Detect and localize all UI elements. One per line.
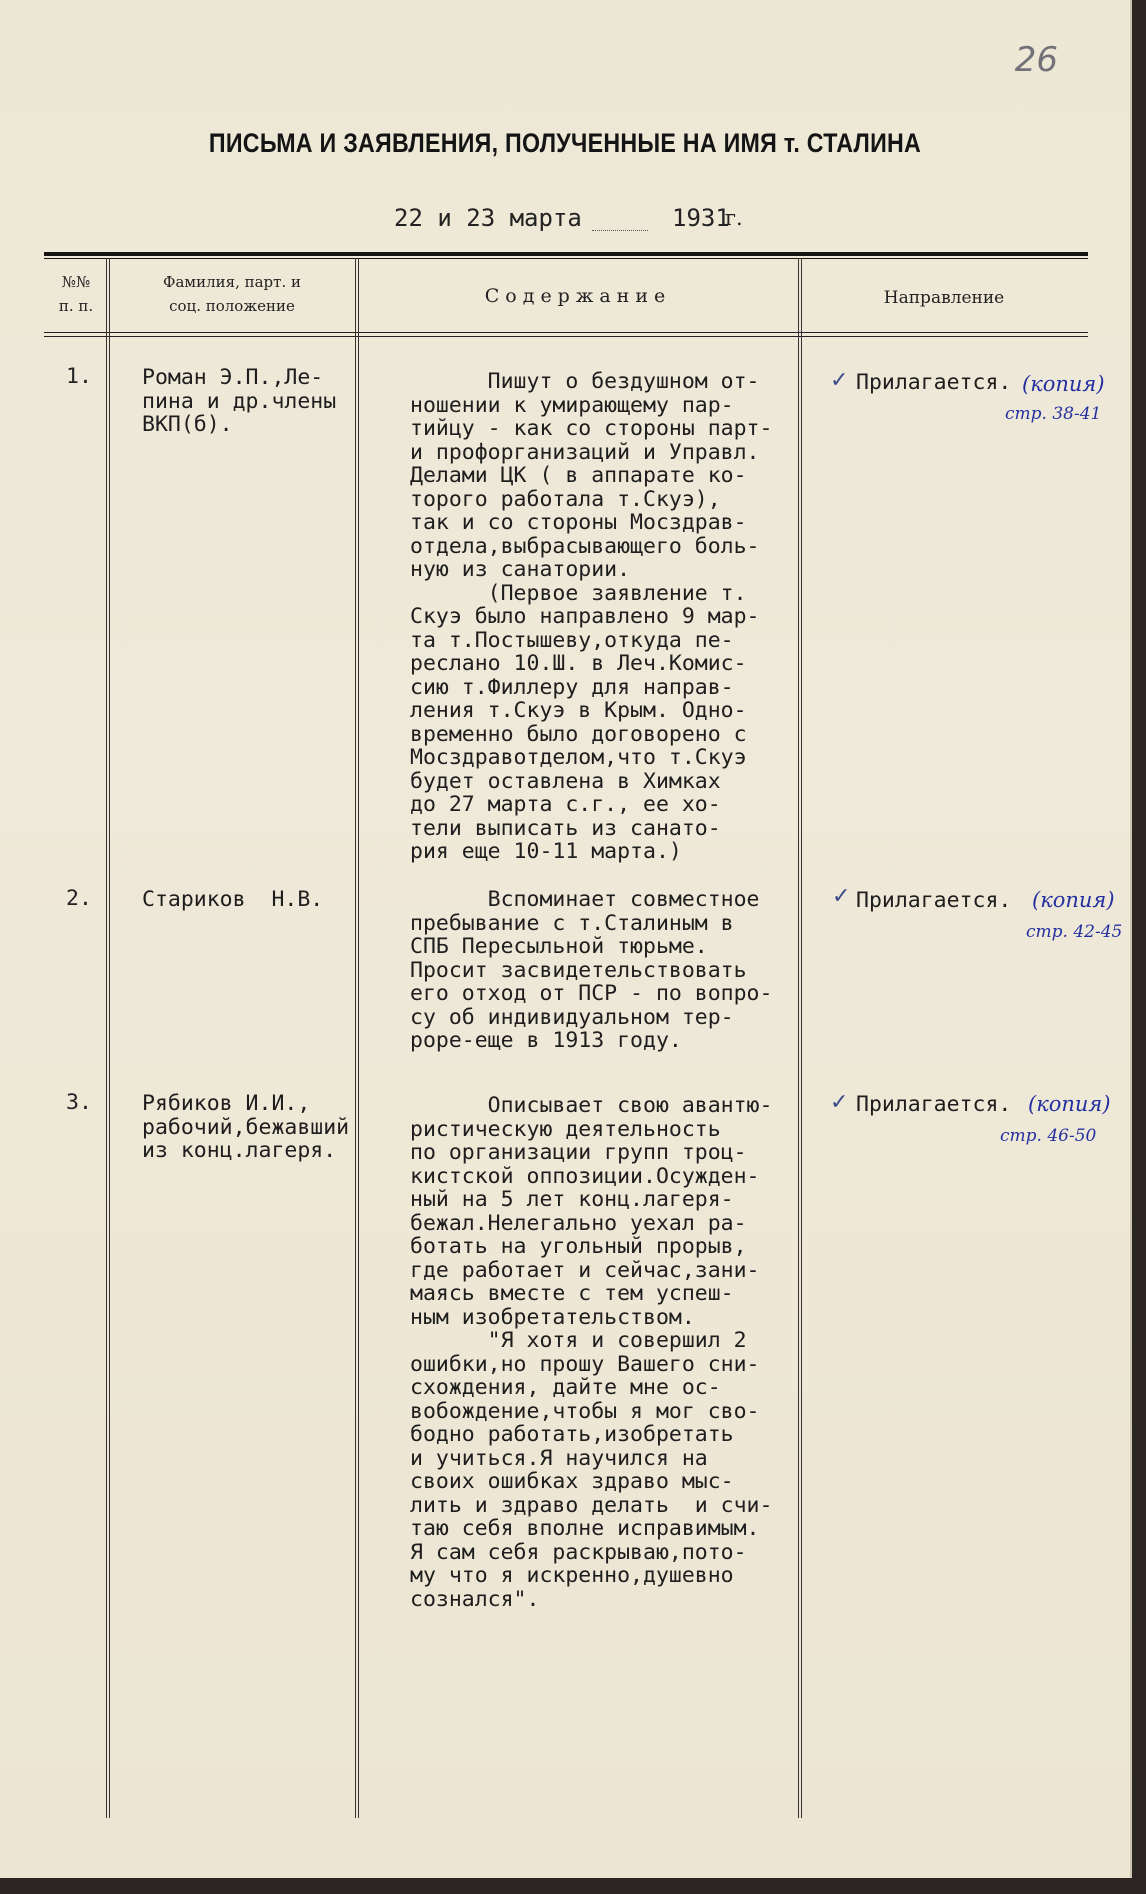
handwritten-copy-note: (копия) [1028, 1092, 1111, 1116]
document-title: ПИСЬМА И ЗАЯВЛЕНИЯ, ПОЛУЧЕННЫЕ НА ИМЯ т. СТАЛИНА [208, 128, 922, 158]
header-direction: Направление [883, 288, 1005, 308]
entry-direction: Прилагается. [856, 888, 1012, 913]
entry-name: Рябиков И.И., рабочий,бежавший из конц.лагеря. [142, 1091, 350, 1163]
handwritten-pages-note: стр. 42-45 [1026, 922, 1123, 942]
entry-number: 1. [66, 364, 92, 389]
header-bottom-rule [44, 332, 1088, 333]
checkmark-icon: ✓ [832, 884, 851, 909]
header-content: Содержание [484, 285, 672, 307]
handwritten-copy-note: (копия) [1032, 888, 1115, 912]
checkmark-icon: ✓ [830, 368, 849, 393]
column-divider-2 [355, 258, 359, 1818]
entry-direction: Прилагается. [856, 1092, 1012, 1117]
column-divider-1 [106, 258, 110, 1818]
header-number: №№ п. п. [58, 273, 94, 315]
date-dotted-line [592, 230, 648, 231]
date-suffix: г. [725, 206, 743, 230]
handwritten-pages-note: стр. 38-41 [1005, 404, 1102, 424]
entry-name: Роман Э.П.,Ле- пина и др.члены ВКП(б). [142, 365, 337, 437]
handwritten-copy-note: (копия) [1022, 372, 1105, 396]
header-bottom-rule-2 [44, 336, 1088, 337]
entry-content: Вспоминает совместное пребывание с т.Сталиным в СПБ Пересыльной тюрьме. Просит засвидетельствовать его отход от ПСР - по вопро- су об индивидуальном тер- роре-еще в 1913 году. [410, 887, 773, 1053]
date-year: 1931 [672, 204, 730, 232]
entry-name: Стариков Н.В. [142, 887, 324, 912]
column-divider-3 [798, 258, 802, 1818]
entry-content: Описывает свою авантю- ристическую деятельность по организации групп троц- кистской оппозиции.Осужден- ный на 5 лет конц.лагеря- бежал.Нелегально уехал ра- ботать на угольный прорыв, где работает и сейчас,зани- маясь вместе с тем успеш- ным изобретательством. "Я хотя и совершил 2 ошибки,но прошу Вашего сни- схождения, дайте мне ос- вобождение,чтобы я мог сво- бодно работать,изобретать и учиться.Я научился на своих ошибках здраво мыс- лить и здраво делать и счи- таю себя вполне исправимым. Я сам себя раскрываю,пото- му что я искренно,душевно сознался". [410, 1093, 773, 1612]
handwritten-pages-note: стр. 46-50 [1000, 1126, 1097, 1146]
header-name: Фамилия, парт. и соц. положение [163, 273, 301, 315]
entry-number: 2. [66, 886, 92, 911]
checkmark-icon: ✓ [830, 1090, 849, 1115]
table-top-rule-thin [44, 258, 1088, 259]
entry-direction: Прилагается. [856, 370, 1012, 395]
table-top-rule [44, 252, 1088, 256]
entry-number: 3. [66, 1090, 92, 1115]
entry-content: Пишут о бездушном от- ношении к умирающему пар- тийцу - как со стороны парт- и профорганизаций и Управл. Делами ЦК ( в аппарате ко- торого работала т.Скуэ), так и со стороны Мосздрав- отдела,выбрасывающего боль- ную из санатории. (Первое заявление т. Скуэ было направлено 9 мар- та т.Постышеву,откуда пе- реслано 10.Ш. в Леч.Комис- сию т.Филлеру для направ- ления т.Скуэ в Крым. Одно- временно было договорено с Мосздравотделом,что т.Скуэ будет оставлена в Химках до 27 марта с.г., ее хо- тели выписать из санато- рия еще 10-11 марта.) [410, 369, 773, 864]
date-days: 22 и 23 марта [394, 204, 582, 232]
handwritten-page-number: 26 [1014, 40, 1058, 80]
